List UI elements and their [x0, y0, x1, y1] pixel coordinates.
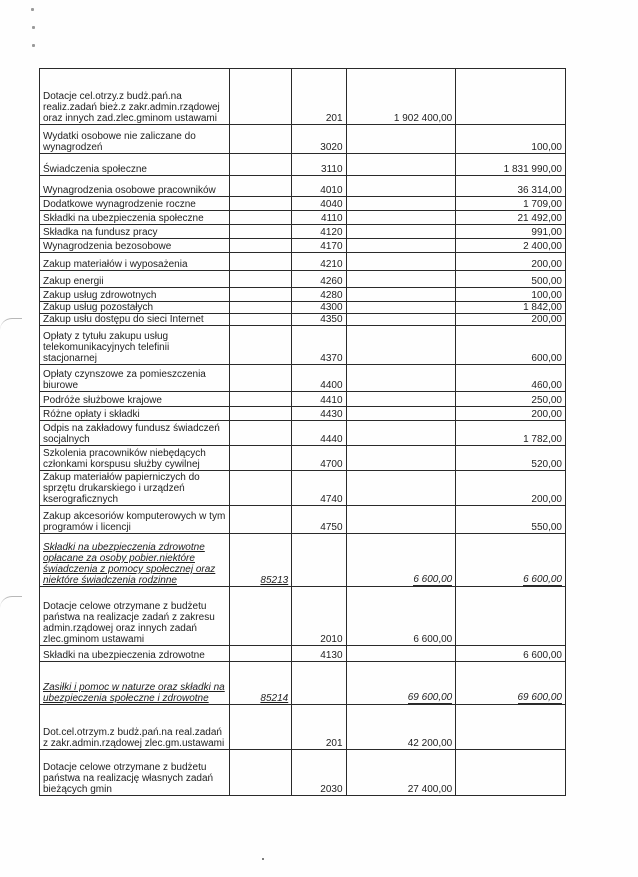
table-row — [40, 646, 566, 662]
chapter-code — [229, 125, 292, 154]
table-row — [40, 392, 566, 407]
expense-amount: 1 782,00 — [456, 421, 566, 446]
expense-amount: 200,00 — [456, 407, 566, 421]
paragraph-code: 2030 — [292, 750, 346, 796]
table-row — [40, 211, 566, 225]
paragraph-code — [292, 662, 346, 705]
paragraph-code: 2010 — [292, 587, 346, 646]
scan-mark — [31, 8, 34, 11]
expense-amount: 200,00 — [456, 253, 566, 271]
chapter-code — [229, 154, 292, 176]
chapter-code: 85214 — [229, 662, 292, 705]
income-amount — [346, 471, 456, 506]
expense-amount: 6 600,00 — [456, 646, 566, 662]
expense-amount: 1 842,00 — [456, 302, 566, 314]
income-amount — [346, 211, 456, 225]
expense-amount: 2 400,00 — [456, 239, 566, 253]
table-row — [40, 253, 566, 271]
expense-amount: 1 831 990,00 — [456, 154, 566, 176]
chapter-code — [229, 646, 292, 662]
income-amount — [346, 302, 456, 314]
expense-amount — [456, 587, 566, 646]
income-amount — [346, 662, 456, 705]
item-name: Zakup usłu dostępu do sieci Internet — [40, 314, 230, 326]
chapter-code — [229, 271, 292, 288]
paragraph-code: 201 — [292, 705, 346, 750]
income-amount — [346, 253, 456, 271]
expense-amount: 200,00 — [456, 314, 566, 326]
expense-amount: 100,00 — [456, 288, 566, 302]
chapter-code — [229, 176, 292, 197]
table-row — [40, 271, 566, 288]
paragraph-code: 4410 — [292, 392, 346, 407]
scan-mark — [32, 44, 35, 47]
paragraph-code: 4350 — [292, 314, 346, 326]
item-name: Podróże służbowe krajowe — [40, 392, 230, 407]
table-row — [40, 421, 566, 446]
paragraph-code: 4300 — [292, 302, 346, 314]
table-row — [40, 288, 566, 302]
paragraph-code — [292, 534, 346, 587]
paragraph-code: 4700 — [292, 446, 346, 471]
income-amount — [346, 154, 456, 176]
expense-amount: 200,00 — [456, 471, 566, 506]
item-name: Zakup materiałów i wyposażenia — [40, 253, 230, 271]
table-row — [40, 69, 566, 125]
income-amount: 6 600,00 — [346, 587, 456, 646]
table-row — [40, 365, 566, 392]
chapter-code — [229, 288, 292, 302]
paragraph-code: 4260 — [292, 271, 346, 288]
income-amount-value: 6 600,00 — [413, 574, 453, 585]
table-row — [40, 506, 566, 534]
income-amount — [346, 288, 456, 302]
paragraph-code: 4130 — [292, 646, 346, 662]
income-amount — [346, 506, 456, 534]
paragraph-code: 4440 — [292, 421, 346, 446]
item-name: Świadczenia społeczne — [40, 154, 230, 176]
income-amount — [346, 326, 456, 365]
expense-amount: 21 492,00 — [456, 211, 566, 225]
income-amount — [346, 125, 456, 154]
chapter-code — [229, 69, 292, 125]
paragraph-code: 4170 — [292, 239, 346, 253]
income-amount — [346, 421, 456, 446]
table-row — [40, 225, 566, 239]
table-row — [40, 302, 566, 314]
item-name: Dotacje celowe otrzymane z budżetu państwa na realizacje zadań z zakresu admin.rządowej oraz innych zadań zlec.gminom ustawami — [40, 587, 230, 646]
item-name: Dodatkowe wynagrodzenie roczne — [40, 197, 230, 211]
scan-dot — [262, 858, 264, 860]
chapter-code — [229, 587, 292, 646]
paragraph-code: 4750 — [292, 506, 346, 534]
income-amount — [346, 365, 456, 392]
item-name: Wydatki osobowe nie zaliczane do wynagrodzeń — [40, 125, 230, 154]
item-name: Opłaty czynszowe za pomieszczenia biurowe — [40, 365, 230, 392]
item-name: Różne opłaty i składki — [40, 407, 230, 421]
item-name: Składki na ubezpieczenia społeczne — [40, 211, 230, 225]
paragraph-code: 4010 — [292, 176, 346, 197]
item-name: Odpis na zakładowy fundusz świadczeń socjalnych — [40, 421, 230, 446]
chapter-code — [229, 239, 292, 253]
chapter-row — [40, 534, 566, 587]
expense-amount-value: 6 600,00 — [523, 574, 562, 585]
chapter-code: 85213 — [229, 534, 292, 587]
punch-hole-mark — [0, 596, 22, 611]
expense-amount: 100,00 — [456, 125, 566, 154]
item-name: Wynagrodzenia bezosobowe — [40, 239, 230, 253]
chapter-code — [229, 421, 292, 446]
paragraph-code: 4280 — [292, 288, 346, 302]
item-name: Opłaty z tytułu zakupu usług telekomunikacyjnych telefinii stacjonarnej — [40, 326, 230, 365]
chapter-code — [229, 314, 292, 326]
income-amount — [346, 446, 456, 471]
expense-amount: 600,00 — [456, 326, 566, 365]
chapter-code — [229, 211, 292, 225]
item-name: Szkolenia pracowników niebędących członkami korspusu służby cywilnej — [40, 446, 230, 471]
chapter-code — [229, 446, 292, 471]
income-amount — [346, 176, 456, 197]
budget-table — [39, 68, 566, 796]
income-amount — [346, 407, 456, 421]
income-amount: 42 200,00 — [346, 705, 456, 750]
table-row — [40, 176, 566, 197]
chapter-row — [40, 662, 566, 705]
expense-amount: 250,00 — [456, 392, 566, 407]
item-name: Zakup usług zdrowotnych — [40, 288, 230, 302]
chapter-code — [229, 407, 292, 421]
income-amount — [346, 197, 456, 211]
income-amount — [346, 392, 456, 407]
scan-mark — [32, 26, 35, 29]
table-row — [40, 326, 566, 365]
item-name: Zakup akcesoriów komputerowych w tym programów i licencji — [40, 506, 230, 534]
item-name: Zakup energii — [40, 271, 230, 288]
chapter-code — [229, 471, 292, 506]
income-amount — [346, 239, 456, 253]
item-name: Zakup usług pozostałych — [40, 302, 230, 314]
table-row — [40, 587, 566, 646]
table-row — [40, 314, 566, 326]
expense-amount: 550,00 — [456, 506, 566, 534]
item-name: Zakup materiałów papierniczych do sprzętu drukarskiego i urządzeń kserograficznych — [40, 471, 230, 506]
income-amount-value: 69 600,00 — [407, 692, 453, 703]
expense-amount: 520,00 — [456, 446, 566, 471]
chapter-code — [229, 365, 292, 392]
chapter-code — [229, 253, 292, 271]
item-name: Dot.cel.otrzym.z budż.pań.na real.zadań z zakr.admin.rządowej zlec.gm.ustawami — [40, 705, 230, 750]
expense-amount-value: 69 600,00 — [517, 692, 562, 703]
table-row — [40, 154, 566, 176]
table-row — [40, 125, 566, 154]
paragraph-code: 4740 — [292, 471, 346, 506]
income-amount — [346, 534, 456, 587]
chapter-name: Zasiłki i pomoc w naturze oraz składki na ubezpieczenia społeczne i zdrowotne — [40, 662, 230, 705]
item-name: Wynagrodzenia osobowe pracowników — [40, 176, 230, 197]
expense-amount: 36 314,00 — [456, 176, 566, 197]
chapter-code — [229, 506, 292, 534]
paragraph-code: 4210 — [292, 253, 346, 271]
paragraph-code: 4430 — [292, 407, 346, 421]
expense-amount: 1 709,00 — [456, 197, 566, 211]
chapter-code — [229, 392, 292, 407]
paragraph-code: 4400 — [292, 365, 346, 392]
expense-amount — [456, 69, 566, 125]
table-row — [40, 197, 566, 211]
table-row — [40, 239, 566, 253]
paragraph-code: 3020 — [292, 125, 346, 154]
item-name: Dotacje celowe otrzymane z budżetu państwa na realizację własnych zadań bieżących gmin — [40, 750, 230, 796]
chapter-name: Składki na ubezpieczenia zdrowotne opłacane za osoby pobier.niektóre świadczenia z pomocy społecznej oraz niektóre świadczenia rodzinne — [40, 534, 230, 587]
paragraph-code: 4120 — [292, 225, 346, 239]
expense-amount: 460,00 — [456, 365, 566, 392]
expense-amount — [456, 705, 566, 750]
paragraph-code: 201 — [292, 69, 346, 125]
chapter-code — [229, 750, 292, 796]
chapter-code — [229, 225, 292, 239]
income-amount — [346, 225, 456, 239]
paragraph-code: 3110 — [292, 154, 346, 176]
table-row — [40, 705, 566, 750]
item-name: Składka na fundusz pracy — [40, 225, 230, 239]
expense-amount: 991,00 — [456, 225, 566, 239]
expense-amount: 500,00 — [456, 271, 566, 288]
income-amount: 1 902 400,00 — [346, 69, 456, 125]
paragraph-code: 4110 — [292, 211, 346, 225]
chapter-code — [229, 326, 292, 365]
income-amount — [346, 646, 456, 662]
chapter-code — [229, 302, 292, 314]
chapter-code — [229, 197, 292, 211]
table-row — [40, 750, 566, 796]
income-amount — [346, 314, 456, 326]
expense-amount — [456, 750, 566, 796]
paragraph-code: 4040 — [292, 197, 346, 211]
income-amount: 27 400,00 — [346, 750, 456, 796]
expense-amount — [456, 662, 566, 705]
table-row — [40, 407, 566, 421]
income-amount — [346, 271, 456, 288]
item-name: Dotacje cel.otrzy.z budż.pań.na realiz.zadań bież.z zakr.admin.rządowej oraz innych zad.zlec.gminom ustawami — [40, 69, 230, 125]
item-name: Składki na ubezpieczenia zdrowotne — [40, 646, 230, 662]
paragraph-code: 4370 — [292, 326, 346, 365]
table-row — [40, 446, 566, 471]
chapter-code — [229, 705, 292, 750]
budget-rows — [40, 69, 566, 796]
expense-amount — [456, 534, 566, 587]
table-row — [40, 471, 566, 506]
punch-hole-mark — [0, 318, 22, 333]
